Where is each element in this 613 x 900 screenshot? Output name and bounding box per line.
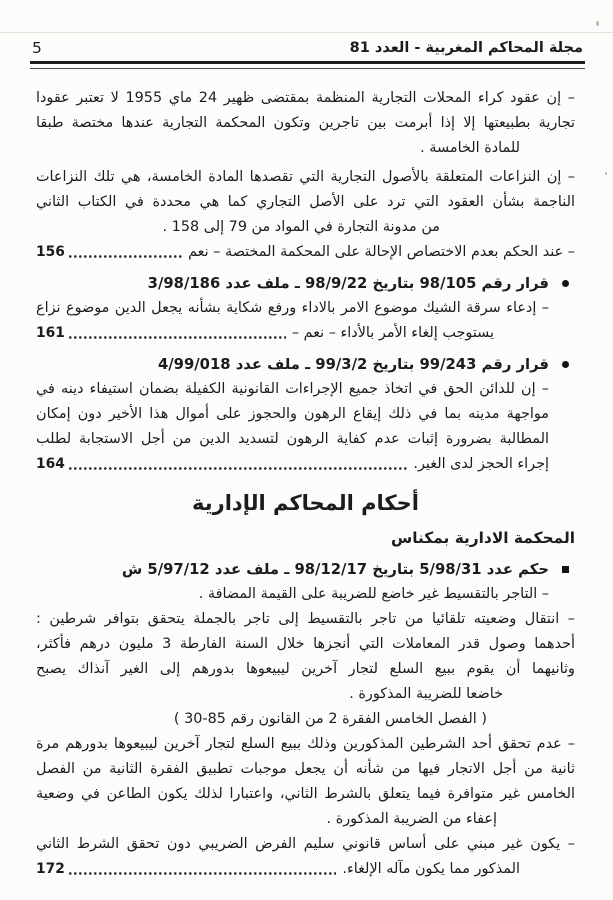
paragraph-line: أحدهما وصول قدر المعاملات التي أنجزها خلال السنة الفارطة 3 مليون درهم فأكثر،	[36, 636, 575, 652]
paragraph-line: إعفاء من الضريبة المذكورة .	[326, 811, 497, 827]
bullet-dot-icon	[562, 361, 569, 368]
decision-summary	[36, 296, 575, 346]
scan-speck	[605, 172, 607, 175]
paragraph-line: من مدونة التجارة في المواد من 79 إلى 158 .	[162, 219, 440, 235]
entry-text: إجراء الحجز لدى الغير.	[413, 456, 549, 472]
entry-text: يستوجب إلغاء الأمر بالأداء – نعم –	[291, 325, 494, 341]
paragraph-line: الناجمة بشأن العقود التي ترد على الأصل التجاري كما هي محددة في الكتاب الثاني	[36, 194, 575, 210]
paragraph-line: – يكون غير مبني على أساس قانوني سليم الفرض الضريبي دون تحقق الشرط الثاني	[36, 836, 575, 852]
paragraph-line: المطالبة بضرورة إثبات عدم كفاية الرهون لتسديد الدين من أجل الاستجابة لطلب	[36, 431, 549, 447]
entry-page-number: 156	[36, 244, 65, 260]
paragraph-line: مواجهة مدينه بما في ذلك إيقاع الرهون والحجوز على أموال هذا الأخير دون إمكان	[36, 406, 549, 422]
page-header	[0, 0, 613, 58]
dot-leader	[69, 255, 182, 258]
paragraph-line: تجارية بطبيعتها إلا إذا أبرمت بين تاجرين وتكون المحكمة التجارية عندها مختصة طبقا	[36, 115, 575, 131]
decision-summary	[36, 377, 575, 477]
decision-title: قرار رقم 98/105 بتاريخ 98/9/22 ـ ملف عدد 3/98/186	[147, 275, 549, 292]
section-heading: أحكام المحاكم الإدارية	[192, 491, 419, 515]
paragraph-line: الخامس غير متوافرة فيما يتعلق بالشرط الثاني، واعتبارا لذلك يكون الطاعن في وضعية	[36, 786, 575, 802]
paragraph-line: – إن للدائن الحق في اتخاذ جميع الإجراءات القانونية الكفيلة بضمان استيفاء دينه في	[36, 381, 549, 397]
journal-title: مجلة المحاكم المغربية - العدد 81	[349, 40, 583, 56]
entry-page-number: 161	[36, 325, 65, 341]
paragraph-line: – إدعاء سرقة الشيك موضوع الامر بالاداء ورفع شكاية بشأنه يجعل الدين موضوع نزاع	[36, 300, 549, 316]
paragraph-line: – عدم تحقق أحد الشرطين المذكورين وذلك ببيع السلع لتجار آخرين ليبيعوها بدورهم مرة	[36, 736, 575, 752]
dot-leader	[69, 872, 337, 875]
judgment-heading	[36, 557, 575, 582]
paragraph-line: للمادة الخامسة .	[420, 140, 520, 156]
toc-leader-entry	[36, 321, 549, 346]
page-body	[0, 69, 613, 882]
header-rule	[30, 61, 585, 69]
toc-leader-entry	[36, 452, 549, 477]
bullet-square-icon	[562, 566, 569, 573]
paragraph-line: خاضعا للضريبة المذكورة .	[349, 686, 503, 702]
paragraph-line: – التاجر بالتقسيط غير خاضع للضريبة على القيمة المضافة .	[198, 586, 549, 602]
judgment-title: حكم عدد 5/98/31 بتاريخ 98/12/17 ـ ملف عدد 5/97/12 ش	[121, 561, 549, 578]
paragraph-line: – انتقال وضعيته تلقائيا من تاجر بالتقسيط إلى تاجر بالجملة يتحقق بتوافر شرطين :	[36, 611, 575, 627]
judgment-summary	[36, 582, 575, 607]
court-name: المحكمة الادارية بمكناس	[390, 529, 575, 547]
judgment-paragraph	[36, 832, 575, 882]
entry-text: المذكور مما يكون مآله الإلغاء.	[342, 861, 520, 877]
toc-leader-entry	[36, 857, 575, 882]
toc-leader-entry	[36, 240, 575, 265]
decision-title: قرار رقم 99/243 بتاريخ 99/3/2 ـ ملف عدد 4/99/018	[157, 356, 549, 373]
judgment-paragraph	[36, 732, 575, 832]
page-number: 5	[32, 39, 42, 57]
toc-entry	[36, 86, 575, 161]
scan-artifact-line	[0, 32, 613, 33]
paragraph-line: وثانيهما أن يقوم ببيع السلع لتجار آخرين ليبيعوها بدورهم إلى الغير آنذاك يصبح	[36, 661, 575, 677]
entry-text: – عند الحكم بعدم الاختصاص الإحالة على المحكمة المختصة – نعم	[188, 244, 575, 260]
entry-page-number: 172	[36, 861, 65, 877]
bullet-dot-icon	[562, 280, 569, 287]
paragraph-line: – إن عقود كراء المحلات التجارية المنظمة بمقتضى ظهير 24 ماي 1955 لا تعتبر عقودا	[36, 90, 575, 106]
law-reference: ( الفصل الخامس الفقرة 2 من القانون رقم 85-30 )	[173, 711, 487, 727]
dot-leader	[69, 336, 286, 339]
dot-leader	[69, 467, 408, 470]
toc-entry	[36, 165, 575, 240]
decision-heading	[36, 271, 575, 296]
scan-speck	[596, 21, 599, 26]
entry-page-number: 164	[36, 456, 65, 472]
paragraph-line: – إن النزاعات المتعلقة بالأصول التجارية التي تقصدها المادة الخامسة، هي تلك النزاعات	[36, 169, 575, 185]
judgment-paragraph	[36, 607, 575, 707]
decision-heading	[36, 352, 575, 377]
paragraph-line: ثانية من أجل الاتجار فيها من شأنه أن يجعل موجبات تطبيق الفقرة الثانية من الفصل	[36, 761, 575, 777]
